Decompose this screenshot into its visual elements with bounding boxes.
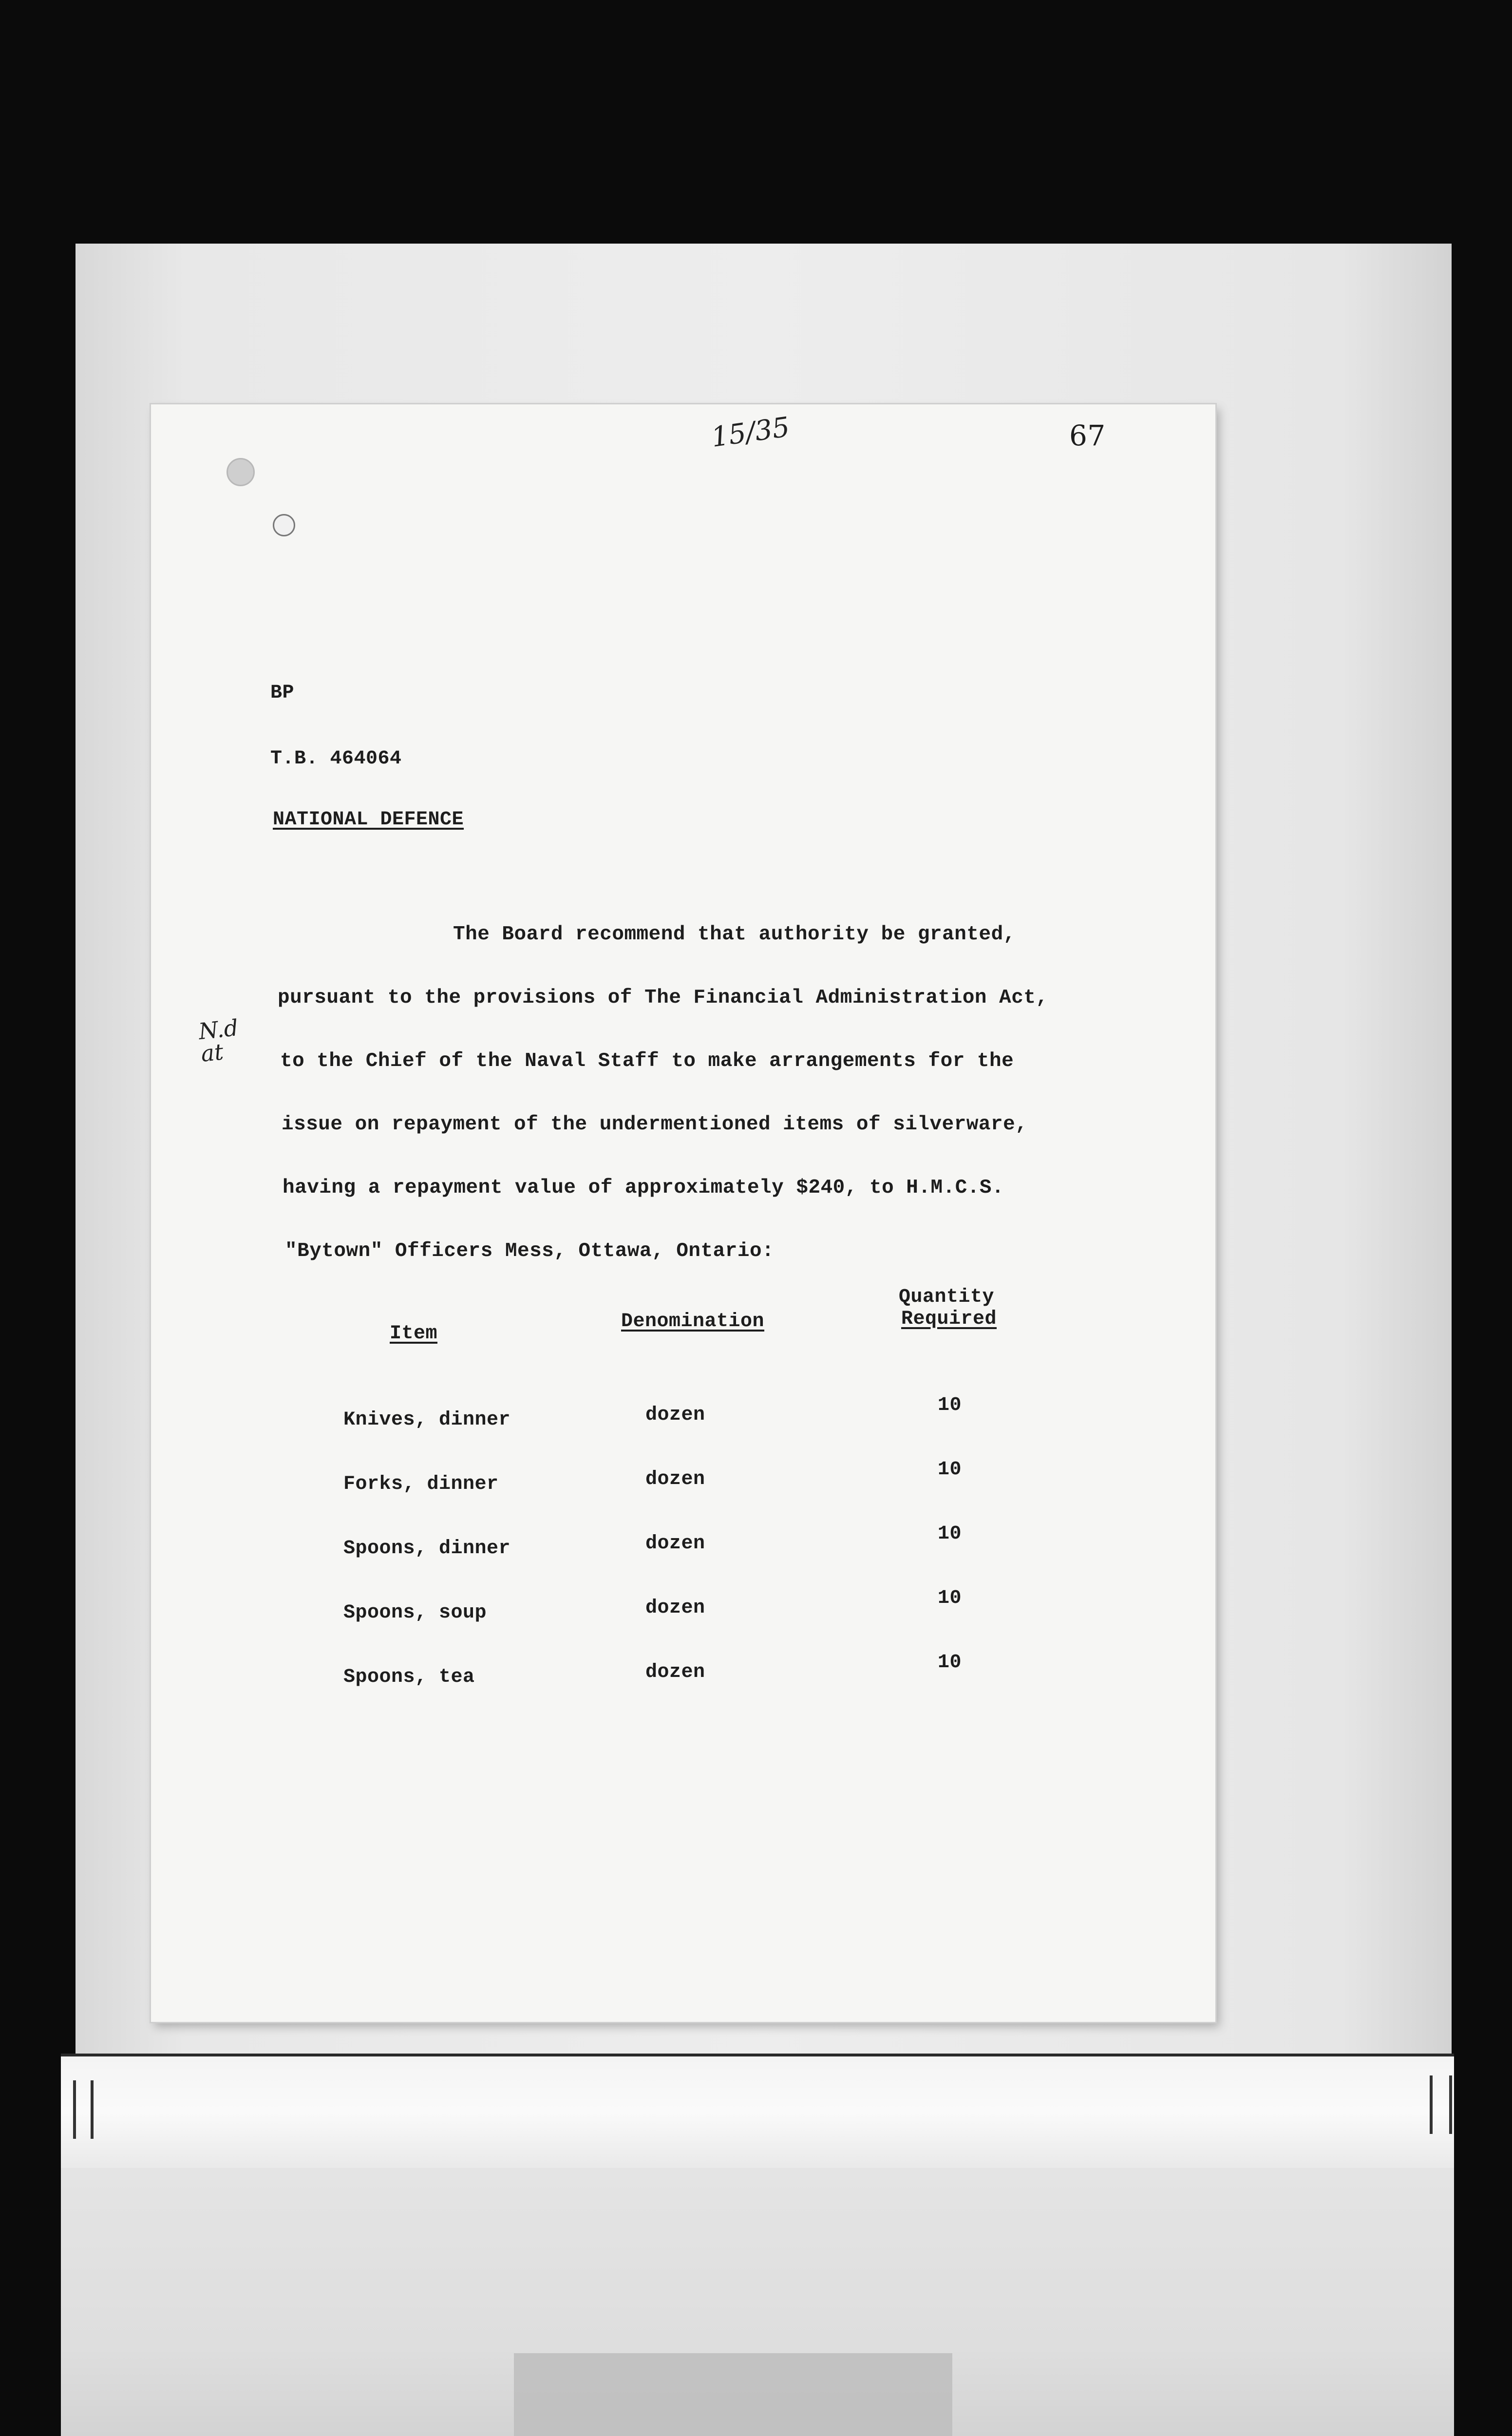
reference-number: T.B. 464064	[270, 748, 402, 770]
table-row-item: Knives, dinner	[343, 1409, 511, 1431]
document-page	[151, 404, 1215, 2022]
initials: BP	[270, 682, 295, 704]
tape-piece	[514, 2353, 952, 2436]
handwritten-margin-note: N.d at	[197, 1014, 240, 1067]
table-row-item: Spoons, dinner	[343, 1538, 511, 1560]
table-row-quantity: 10	[938, 1459, 962, 1481]
table-header-item: Item	[390, 1323, 438, 1345]
table-row-denomination: dozen	[645, 1597, 705, 1619]
table-item-column	[343, 1367, 510, 1731]
strip-mark-right	[1430, 2075, 1452, 2134]
department-heading: NATIONAL DEFENCE	[273, 809, 464, 831]
table-denomination-column	[645, 1362, 705, 1726]
table-row-item: Spoons, soup	[343, 1602, 487, 1624]
paragraph-line: The Board recommend that authority be granted,	[453, 923, 1016, 946]
page-number: 67	[1069, 419, 1106, 452]
paragraph-line: "Bytown" Officers Mess, Ottawa, Ontario:	[285, 1240, 775, 1262]
table-header-denomination: Denomination	[621, 1311, 765, 1332]
table-row-quantity: 10	[938, 1394, 962, 1416]
table-row-denomination: dozen	[645, 1404, 705, 1426]
table-row-item: Spoons, tea	[343, 1666, 475, 1688]
mount-strip	[61, 2054, 1454, 2172]
table-row-denomination: dozen	[645, 1661, 705, 1683]
paragraph-line: pursuant to the provisions of The Financial Administration Act,	[278, 987, 1048, 1009]
table-row-quantity: 10	[938, 1587, 962, 1609]
strip-mark-left	[73, 2080, 94, 2139]
table-row-denomination: dozen	[645, 1533, 705, 1555]
punch-hole-icon	[227, 458, 255, 486]
table-row-item: Forks, dinner	[343, 1473, 499, 1495]
paragraph-line: issue on repayment of the undermentioned items of silverware,	[282, 1113, 1028, 1136]
table-row-denomination: dozen	[645, 1468, 705, 1490]
table-header-required: Required	[901, 1308, 997, 1330]
punch-hole-icon	[273, 514, 295, 536]
table-row-quantity: 10	[938, 1652, 962, 1674]
table-header-quantity: Quantity	[899, 1286, 995, 1308]
paragraph-line: having a repayment value of approximately $240, to H.M.C.S.	[283, 1177, 1004, 1199]
paragraph-line: to the Chief of the Naval Staff to make arrangements for the	[280, 1050, 1014, 1072]
handwritten-folio: 15/35	[709, 411, 792, 454]
table-quantity-column	[938, 1352, 985, 1716]
table-row-quantity: 10	[938, 1523, 962, 1545]
